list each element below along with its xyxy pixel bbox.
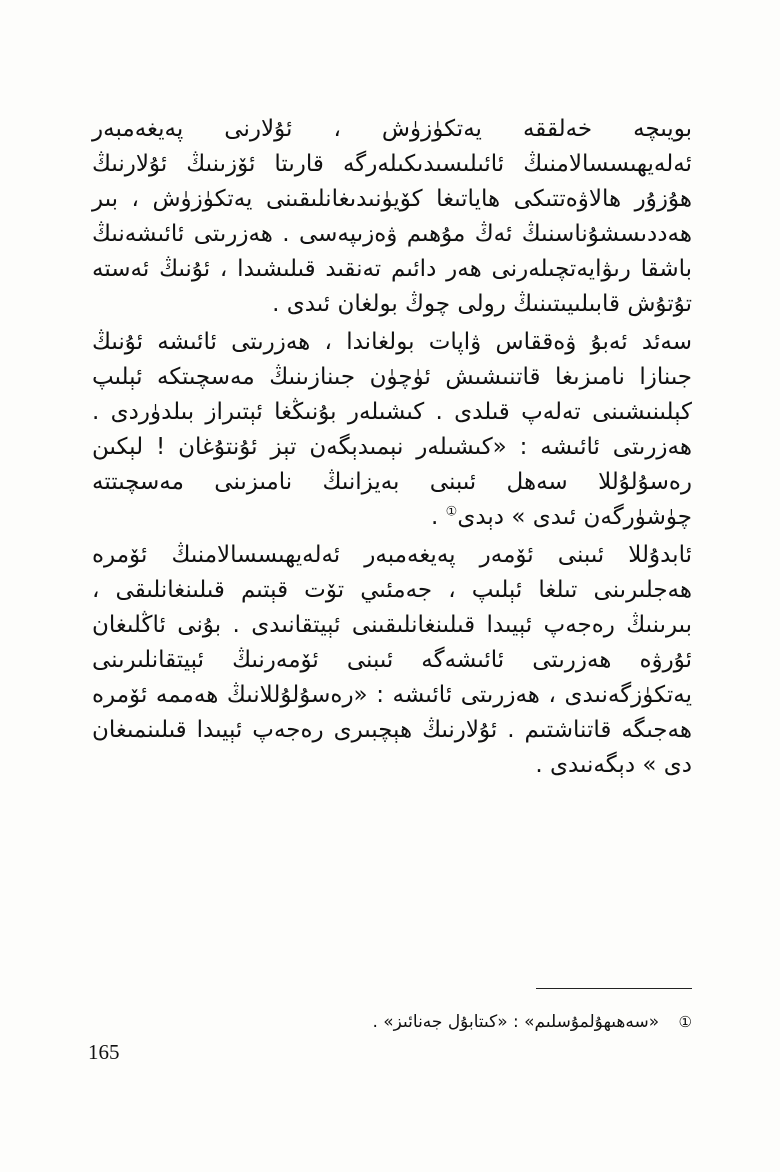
paragraph-3-text: ئابدۇللا ئىبنى ئۆمەر پەيغەمبەر ئەلەيھىسسالامنىڭ ئۆمرە ھەجلىرىنى تىلغا ئېلىپ ، جەمئىي تۆت قېتىم قىلىنغانلىقى ، بىرىنىڭ رەجەپ ئېيىدا قىلىنغانلىقىنى ئېيتقانىدى . بۇنى ئاڭلىغان ئۇرۋە ھەزرىتى ئائىشەگە ئىبنى ئۆمەرنىڭ ئېيتقانلىرىنى يەتكۈزگەنىدى ، ھەزرىتى ئائىشە : «رەسۇلۇللانىڭ ھەممە ئۆمرە ھەجىگە قاتناشتىم . ئۇلارنىڭ ھېچبىرى رەجەپ ئېيىدا قىلىنمىغان	[92, 542, 692, 743]
paragraph-2: سەئد ئەبۇ ۋەققاس ۋاپات بولغاندا ، ھەزرىتى ئائىشە ئۇنىڭ جىنازا نامىزىغا قاتنىشىش ئۈچۈن جىنازىنىڭ مەسچىتكە ئېلىپ كېلىنىشىنى تەلەپ قىلدى . كىشىلەر بۇنىڭغا ئېتىراز بىلدۈردى . ھەزرىتى ئائىشە : «كىشىلەر نېمىدېگەن تېز ئۇنتۇغان ! لېكىن رەسۇلۇللا سەھل ئىبنى بەيزانىڭ نامىزىنى مەسچىتتە چۈشۈرگەن ئىدى » دېدى① .	[92, 329, 692, 530]
body-text	[92, 112, 692, 783]
paragraph-2-text: سەئد ئەبۇ ۋەققاس ۋاپات بولغاندا ، ھەزرىتى ئائىشە ئۇنىڭ جىنازا نامىزىغا قاتنىشىش ئۈچۈن جىنازىنىڭ مەسچىتكە ئېلىپ كېلىنىشىنى تەلەپ قىلدى . كىشىلەر بۇنىڭغا ئېتىراز بىلدۈردى . ھەزرىتى ئائىشە : «كىشىلەر نېمىدېگەن تېز ئۇنتۇغان ! لېكىن رەسۇلۇللا سەھل ئىبنى بەيزانىڭ نامىزىنى مەسچىتتە چۈشۈرگەن	[92, 329, 692, 530]
paragraph-2-end: ئىدى » دېدى	[457, 504, 577, 530]
paragraph-1	[92, 112, 692, 322]
footnote-divider	[536, 988, 692, 989]
footnote-marker: ①	[678, 1013, 692, 1031]
paragraph-1-text: بويىچە خەلققە يەتكۈزۈش ، ئۇلارنى پەيغەمبەر ئەلەيھىسسالامنىڭ ئائىلىسىدىكىلەرگە قارىتا ئۆزىنىڭ ئۇلارنىڭ ھۇزۇر ھالاۋەتتىكى ھاياتىغا كۆيۈنىدىغانلىقىنى يەتكۈزۈش ، بىر ھەددىسشۇناسنىڭ ئەڭ مۇھىم ۋەزىپەسى . ھەزرىتى ئائىشەنىڭ باشقا رىۋايەتچىلەرنى ھەر دائىم تەنقىد قىلىشىدا ، ئۇنىڭ ئەستە تۇتۇش قابىلىيىتىنىڭ رولى چوڭ بولغان	[92, 116, 692, 317]
paragraph-3	[92, 538, 692, 783]
footnote	[92, 1008, 692, 1036]
page-number: 165	[88, 1040, 120, 1064]
footnote-reference: ①	[445, 504, 458, 520]
paragraph-1-end: ئىدى .	[272, 291, 331, 317]
paragraph-3-end: دى » دېگەنىدى .	[535, 752, 692, 778]
footnote-text: «سەھىھۇلمۇسلىم» : «كىتابۇل جەنائىز» .	[372, 1012, 660, 1032]
